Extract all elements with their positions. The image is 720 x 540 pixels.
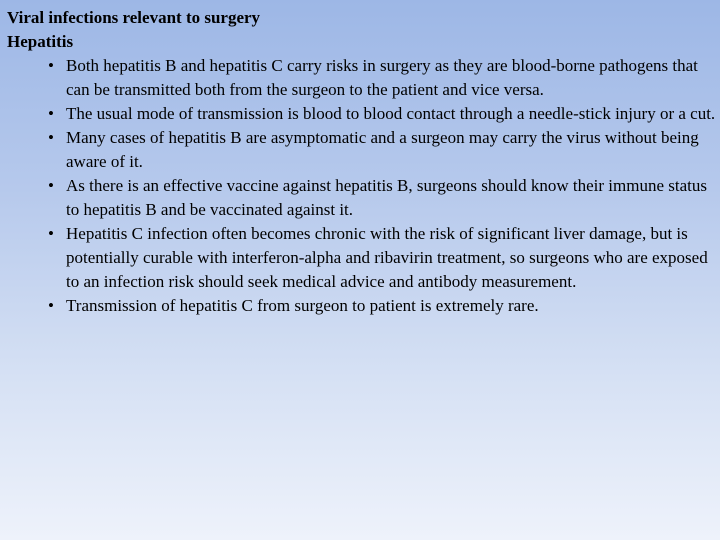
bullet-item [0, 54, 716, 102]
bullet-text: As there is an effective vaccine against hepatitis B, surgeons should know their immune status to hepatitis B and be vaccinated against it. [66, 176, 707, 219]
slide-title: Viral infections relevant to surgery [7, 8, 261, 27]
bullet-text: Hepatitis C infection often becomes chronic with the risk of significant liver damage, but is potentially curable with interferon-alpha and ribavirin treatment, so surgeons who are exposed to an infection risk should seek medical advice and antibody measurement. [66, 224, 708, 291]
bullet-text: The usual mode of transmission is blood to blood contact through a needle-stick injury or a cut. [66, 104, 716, 123]
bullet-icon: • [48, 224, 54, 243]
bullet-list [0, 54, 716, 318]
bullet-icon: • [48, 176, 54, 195]
bullet-item [0, 222, 716, 294]
bullet-icon: • [48, 56, 54, 75]
bullet-text: Many cases of hepatitis B are asymptomatic and a surgeon may carry the virus without being aware of it. [66, 128, 699, 171]
bullet-text: Transmission of hepatitis C from surgeon to patient is extremely rare. [66, 296, 539, 315]
bullet-text: Both hepatitis B and hepatitis C carry risks in surgery as they are blood-borne pathogens that can be transmitted both from the surgeon to the patient and vice versa. [66, 56, 698, 99]
bullet-icon: • [48, 104, 54, 123]
bullet-icon: • [48, 128, 54, 147]
section-heading: Hepatitis [7, 32, 74, 51]
bullet-item [0, 102, 716, 126]
bullet-icon: • [48, 296, 54, 315]
bullet-item [0, 294, 716, 318]
bullet-item [0, 126, 716, 174]
bullet-item [0, 174, 716, 222]
